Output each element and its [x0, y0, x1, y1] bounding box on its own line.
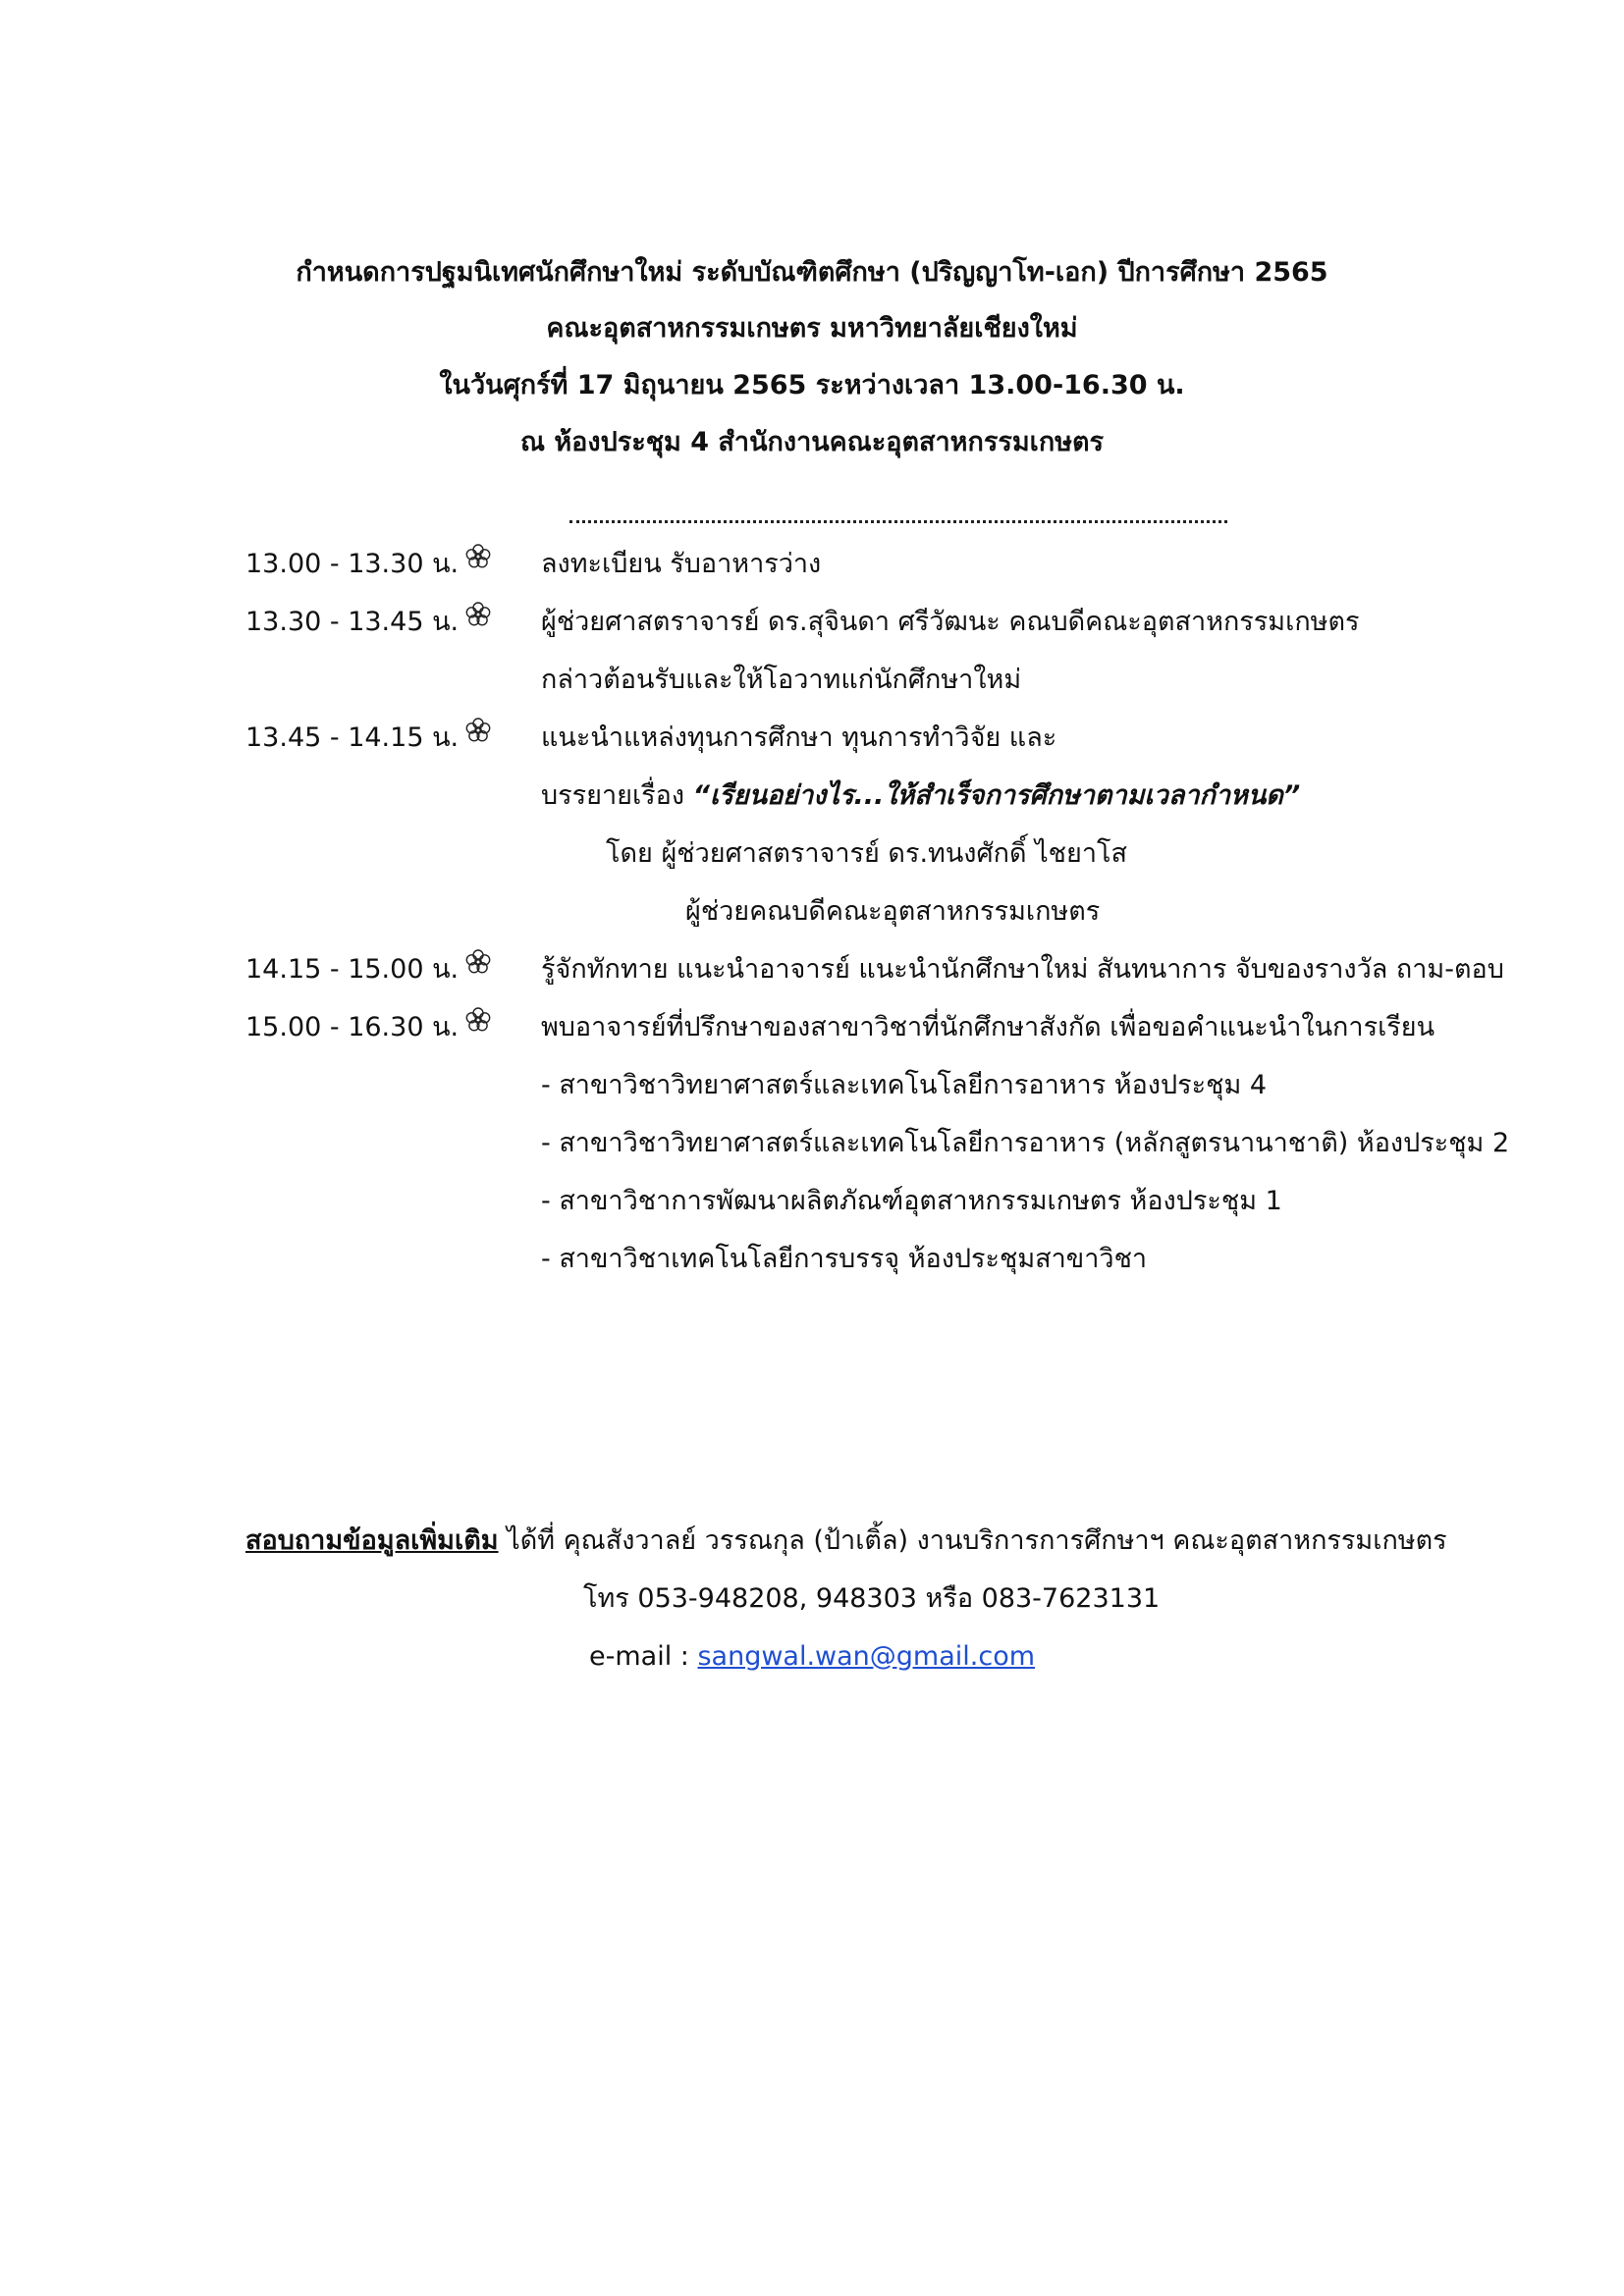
event-date-time: ในวันศุกร์ที่ 17 มิถุนายน 2565 ระหว่างเวลา 13.00-16.30 น.	[439, 370, 1185, 400]
contact-line	[245, 1522, 1447, 1561]
document-title: กำหนดการปฐมนิเทศนักศึกษาใหม่ ระดับบัณฑิตศึกษา (ปริญญาโท-เอก) ปีการศึกษา 2565	[296, 257, 1328, 288]
flower-icon	[464, 1006, 492, 1045]
program-item-4: - สาขาวิชาเทคโนโลยีการบรรจุ ห้องประชุมสาขาวิชา	[541, 1244, 1148, 1274]
lecture-prefix: บรรยายเรื่อง	[541, 780, 693, 811]
email-label: e-mail :	[589, 1641, 698, 1672]
schedule-desc-2a: ผู้ช่วยศาสตราจารย์ ดร.สุจินดา ศรีวัฒนะ คณบดีคณะอุตสาหกรรมเกษตร	[541, 607, 1360, 637]
schedule-time-3: 13.45 - 14.15 น.	[245, 719, 492, 758]
schedule-desc-3a: แนะนำแหล่งทุนการศึกษา ทุนการทำวิจัย และ	[541, 722, 1057, 753]
program-item-2: - สาขาวิชาวิทยาศาสตร์และเทคโนโลยีการอาหาร (หลักสูตรนานาชาติ) ห้องประชุม 2	[541, 1128, 1510, 1158]
program-item-1: - สาขาวิชาวิทยาศาสตร์และเทคโนโลยีการอาหาร ห้องประชุม 4	[541, 1070, 1268, 1100]
contact-phone: โทร 053-948208, 948303 หรือ 083-7623131	[583, 1583, 1161, 1614]
faculty-name: คณะอุตสาหกรรมเกษตร มหาวิทยาลัยเชียงใหม่	[546, 313, 1078, 344]
flower-icon	[464, 601, 492, 640]
contact-label: สอบถามข้อมูลเพิ่มเติม	[245, 1525, 499, 1556]
schedule-time-1: 13.00 - 13.30 น.	[245, 545, 492, 584]
dotted-divider	[569, 491, 1227, 523]
schedule-desc-2b: กล่าวต้อนรับและให้โอวาทแก่นักศึกษาใหม่	[541, 665, 1022, 695]
schedule-desc-4: รู้จักทักทาย แนะนำอาจารย์ แนะนำนักศึกษาใหม่ สันทนาการ จับของรางวัล ถาม-ตอบ	[541, 954, 1504, 985]
flower-icon	[464, 948, 492, 988]
contact-text: ได้ที่ คุณสังวาลย์ วรรณกุล (ป้าเติ้ล) งานบริการการศึกษาฯ คณะอุตสาหกรรมเกษตร	[498, 1525, 1447, 1556]
schedule-time-5: 15.00 - 16.30 น.	[245, 1008, 492, 1047]
program-item-3: - สาขาวิชาการพัฒนาผลิตภัณฑ์อุตสาหกรรมเกษตร ห้องประชุม 1	[541, 1186, 1282, 1216]
flower-icon	[464, 543, 492, 582]
speaker-name: โดย ผู้ช่วยศาสตราจารย์ ดร.ทนงศักดิ์ ไชยาโส	[606, 838, 1127, 869]
email-link[interactable]: sangwal.wan@gmail.com	[697, 1641, 1036, 1672]
speaker-role: ผู้ช่วยคณบดีคณะอุตสาหกรรมเกษตร	[685, 896, 1101, 927]
schedule-time-2: 13.30 - 13.45 น.	[245, 603, 492, 642]
schedule-desc-1: ลงทะเบียน รับอาหารว่าง	[541, 549, 822, 579]
event-location: ณ ห้องประชุม 4 สำนักงานคณะอุตสาหกรรมเกษตร	[519, 427, 1105, 457]
flower-icon	[464, 717, 492, 756]
schedule-desc-5a: พบอาจารย์ที่ปรึกษาของสาขาวิชาที่นักศึกษาสังกัด เพื่อขอคำแนะนำในการเรียน	[541, 1012, 1435, 1042]
schedule-time-4: 14.15 - 15.00 น.	[245, 950, 492, 989]
contact-email-line	[589, 1637, 1035, 1677]
lecture-title: “เรียนอย่างไร...ให้สำเร็จการศึกษาตามเวลากำหนด”	[692, 780, 1301, 811]
lecture-line	[541, 776, 1300, 816]
